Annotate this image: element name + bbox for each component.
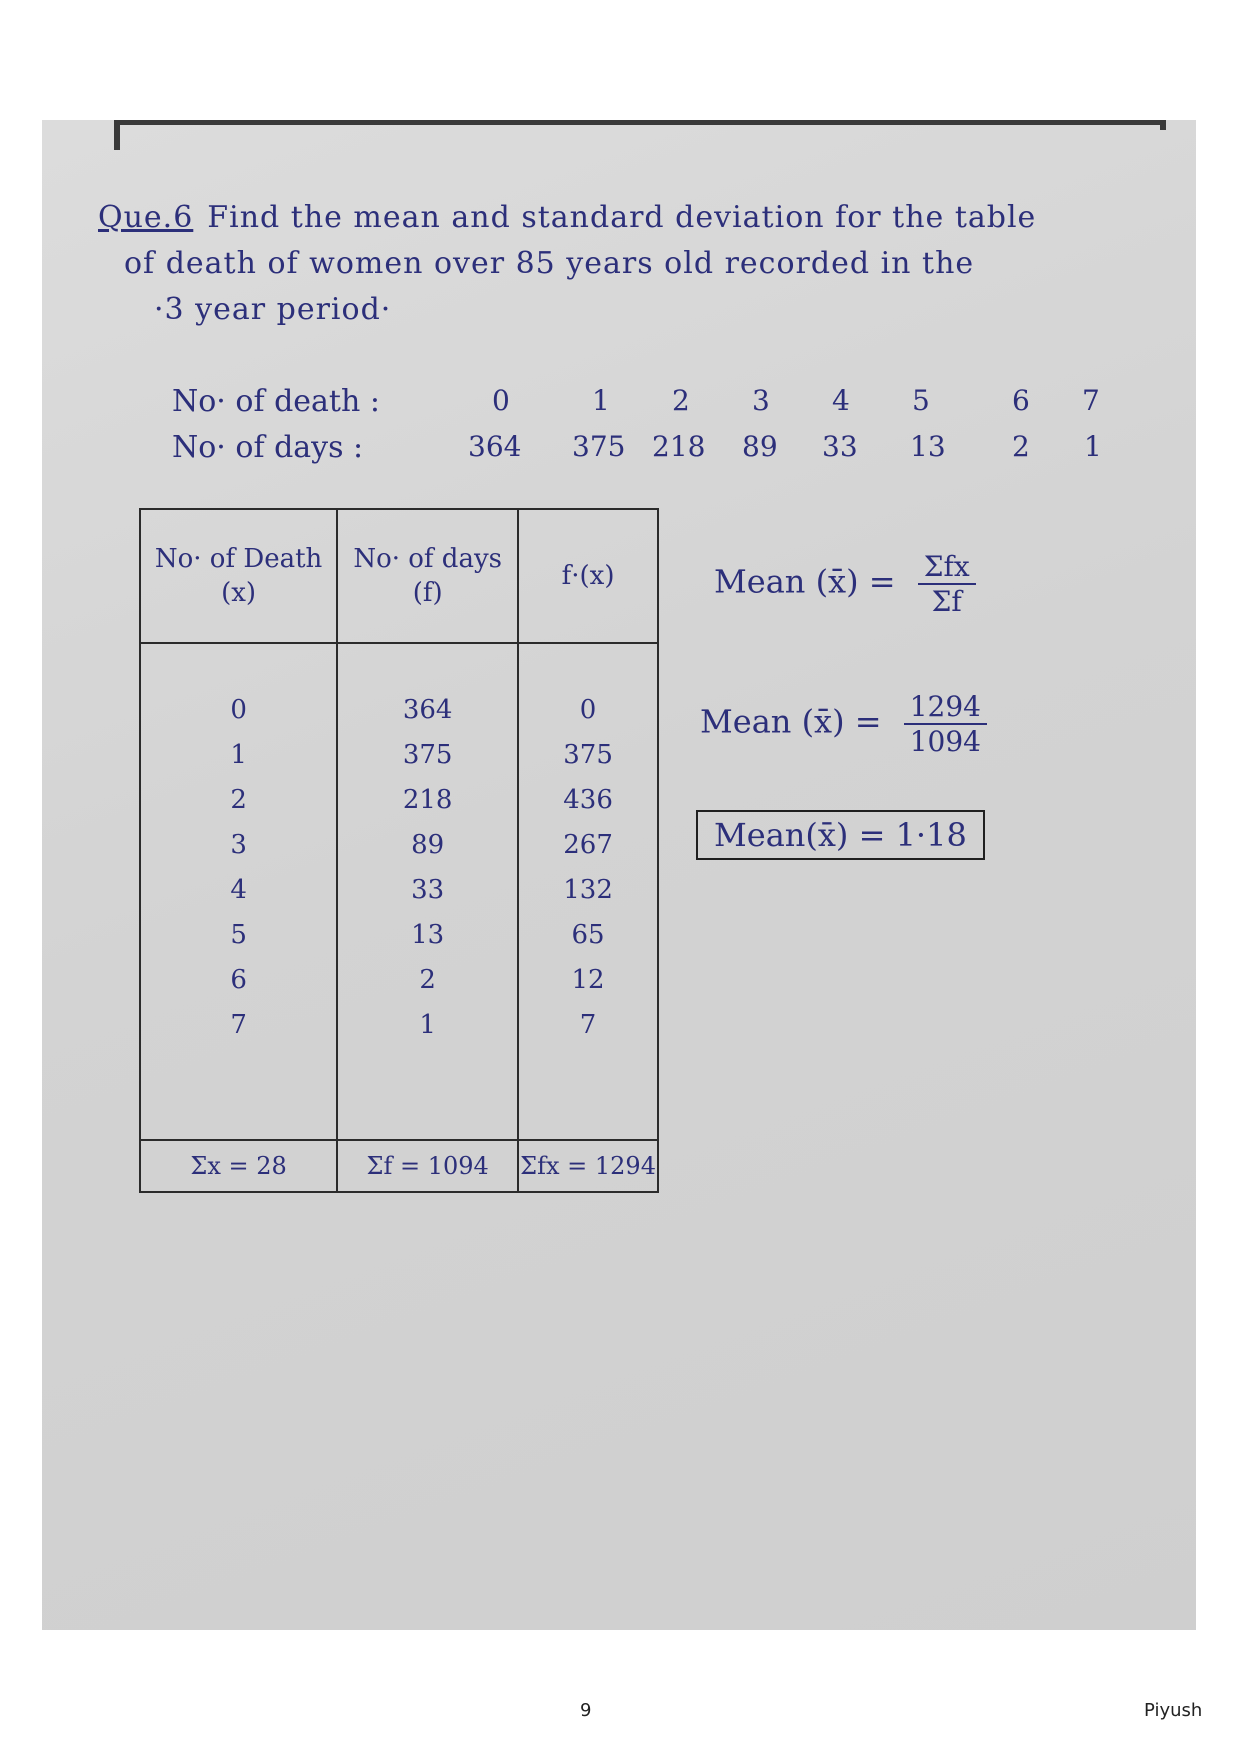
deaths-value: 0 [492, 384, 510, 417]
table-cell: 267 [563, 830, 613, 860]
table-cell: 6 [230, 965, 247, 995]
header-fx: f·(x) [518, 509, 658, 643]
table-cell: 89 [411, 830, 445, 860]
table-cell: 13 [411, 920, 445, 950]
header-days: No· of days (f) [337, 509, 518, 643]
mean-formula [714, 550, 976, 618]
column-x [140, 643, 337, 1140]
page-top-border-left [114, 120, 120, 150]
question-text-1: Find the mean and standard deviation for the table [207, 200, 1037, 235]
table-cell: 375 [563, 740, 613, 770]
table-cell: 5 [230, 920, 247, 950]
mean-formula-denominator: Σf [931, 585, 962, 618]
mean-formula-numerator: Σfx [918, 550, 976, 585]
table-cell: 3 [230, 830, 247, 860]
table-cell: 132 [563, 875, 613, 905]
mean-substitution-denominator: 1094 [909, 725, 981, 758]
page-number: 9 [580, 1700, 592, 1721]
deaths-value: 6 [1012, 384, 1030, 417]
page-top-border-right [1160, 120, 1166, 130]
question-label: Que.6 [98, 200, 194, 235]
table-cell: 65 [571, 920, 605, 950]
mean-substitution [700, 690, 987, 758]
deaths-row-label: No· of death : [172, 384, 380, 419]
question-line-2: of death of women over 85 years old recorded in the [124, 246, 975, 281]
days-value: 2 [1012, 430, 1030, 463]
deaths-value: 1 [592, 384, 610, 417]
days-row [172, 430, 1102, 465]
table-cell: 1 [230, 740, 247, 770]
sum-f: Σf = 1094 [337, 1140, 518, 1192]
mean-substitution-fraction [904, 690, 987, 758]
table-cell: 218 [402, 785, 453, 815]
table-cell: 2 [419, 965, 436, 995]
table-cell: 1 [419, 1010, 436, 1040]
days-value: 89 [742, 430, 778, 463]
mean-result-box: Mean(x̄) = 1·18 [696, 810, 985, 860]
mean-formula-left: Mean (x̄) = [714, 562, 896, 601]
table-cell: 0 [230, 695, 247, 725]
table-cell: 0 [579, 695, 597, 725]
table-cell: 12 [571, 965, 605, 995]
table-cell: 7 [230, 1010, 247, 1040]
sum-fx: Σfx = 1294 [518, 1140, 658, 1192]
table-cell: 33 [411, 875, 445, 905]
days-value: 364 [468, 430, 522, 463]
question-line-3: ·3 year period· [154, 292, 392, 327]
deaths-value: 3 [752, 384, 770, 417]
mean-substitution-numerator: 1294 [904, 690, 987, 725]
days-row-label: No· of days : [172, 430, 364, 465]
table-cell: 436 [563, 785, 613, 815]
days-value: 218 [652, 430, 706, 463]
column-f [337, 643, 518, 1140]
table-cell: 2 [230, 785, 247, 815]
days-value: 33 [822, 430, 858, 463]
days-value: 13 [910, 430, 946, 463]
frequency-table [139, 508, 659, 1193]
mean-formula-fraction [918, 550, 976, 618]
deaths-value: 5 [912, 384, 930, 417]
column-fx [518, 643, 658, 1140]
deaths-value: 4 [832, 384, 850, 417]
table-cell: 4 [230, 875, 247, 905]
table-cell: 375 [402, 740, 453, 770]
page-top-border [114, 120, 1166, 125]
author-name: Piyush [1144, 1700, 1203, 1721]
notebook-photo [42, 120, 1196, 1630]
table-cell: 364 [402, 695, 453, 725]
table-cell: 7 [579, 1010, 597, 1040]
header-deaths: No· of Death (x) [140, 509, 337, 643]
question-line-1 [98, 200, 1036, 235]
sum-x: Σx = 28 [140, 1140, 337, 1192]
days-value: 1 [1084, 430, 1102, 463]
deaths-value: 2 [672, 384, 690, 417]
days-value: 375 [572, 430, 626, 463]
mean-substitution-left: Mean (x̄) = [700, 702, 882, 741]
deaths-row [172, 384, 1100, 419]
deaths-value: 7 [1082, 384, 1100, 417]
